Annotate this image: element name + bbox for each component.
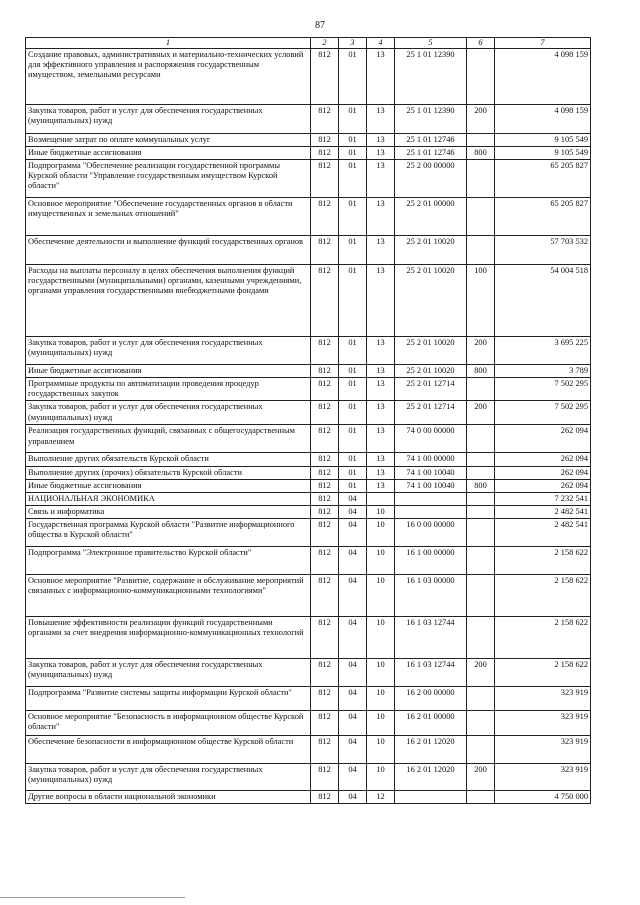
cell-subsection: 10: [367, 546, 395, 574]
cell-ministry-code: 812: [311, 479, 339, 492]
cell-expense-type: [467, 453, 495, 466]
cell-subsection: 13: [367, 49, 395, 105]
cell-subsection: 10: [367, 710, 395, 735]
cell-name: Основное мероприятие "Обеспечение государственных органов в области имущественных и земельных отношений": [26, 198, 311, 236]
cell-section: 01: [339, 49, 367, 105]
budget-table: [25, 37, 591, 804]
column-header: 4: [367, 38, 395, 49]
cell-subsection: 13: [367, 365, 395, 378]
cell-target-article: 25 2 01 12714: [395, 378, 467, 401]
column-header: 1: [26, 38, 311, 49]
cell-subsection: 13: [367, 425, 395, 453]
cell-amount: 9 105 549: [495, 134, 591, 147]
cell-section: 04: [339, 790, 367, 803]
cell-subsection: 13: [367, 134, 395, 147]
cell-ministry-code: 812: [311, 518, 339, 546]
cell-ministry-code: 812: [311, 453, 339, 466]
cell-subsection: 10: [367, 574, 395, 616]
cell-amount: 4 750 000: [495, 790, 591, 803]
cell-expense-type: 800: [467, 479, 495, 492]
cell-target-article: 16 2 01 00000: [395, 710, 467, 735]
cell-subsection: 10: [367, 763, 395, 790]
table-row: [26, 616, 591, 658]
cell-expense-type: 200: [467, 658, 495, 686]
cell-expense-type: 800: [467, 147, 495, 160]
cell-section: 04: [339, 518, 367, 546]
table-row: [26, 49, 591, 105]
cell-amount: 323 919: [495, 735, 591, 763]
cell-section: 01: [339, 378, 367, 401]
cell-ministry-code: 812: [311, 365, 339, 378]
cell-section: 01: [339, 105, 367, 134]
cell-target-article: 25 1 01 12390: [395, 105, 467, 134]
cell-subsection: 13: [367, 337, 395, 365]
cell-amount: 9 105 549: [495, 147, 591, 160]
table-row: [26, 492, 591, 505]
cell-name: Обеспечение безопасности в информационном обществе Курской области: [26, 735, 311, 763]
cell-subsection: 13: [367, 236, 395, 265]
cell-section: 01: [339, 147, 367, 160]
cell-amount: 262 094: [495, 479, 591, 492]
cell-name: Другие вопросы в области национальной экономики: [26, 790, 311, 803]
cell-target-article: 74 1 00 10040: [395, 479, 467, 492]
cell-amount: 2 158 622: [495, 546, 591, 574]
cell-name: Повышение эффективности реализации функций государственными органами за счет внедрения информационно-коммуникационных технологий: [26, 616, 311, 658]
cell-section: 01: [339, 479, 367, 492]
cell-ministry-code: 812: [311, 265, 339, 337]
table-row: [26, 658, 591, 686]
cell-ministry-code: 812: [311, 710, 339, 735]
cell-expense-type: 800: [467, 365, 495, 378]
cell-amount: 65 205 827: [495, 198, 591, 236]
cell-amount: 262 094: [495, 425, 591, 453]
table-row: [26, 479, 591, 492]
cell-name: Иные бюджетные ассигнования: [26, 365, 311, 378]
cell-target-article: 25 2 01 10020: [395, 236, 467, 265]
cell-target-article: 25 2 01 12714: [395, 401, 467, 425]
table-row: [26, 105, 591, 134]
table-row: [26, 378, 591, 401]
cell-subsection: 10: [367, 505, 395, 518]
cell-name: Подпрограмма "Обеспечение реализации государственной программы Курской области "Управление государственным имуществом Курской области": [26, 160, 311, 198]
table-row: [26, 518, 591, 546]
cell-subsection: 10: [367, 735, 395, 763]
cell-ministry-code: 812: [311, 147, 339, 160]
cell-name: Закупка товаров, работ и услуг для обеспечения государственных (муниципальных) нужд: [26, 763, 311, 790]
cell-amount: 3 789: [495, 365, 591, 378]
table-row: [26, 198, 591, 236]
cell-amount: 2 158 622: [495, 574, 591, 616]
cell-subsection: 12: [367, 790, 395, 803]
cell-target-article: 25 1 01 12390: [395, 49, 467, 105]
cell-expense-type: [467, 134, 495, 147]
column-header: 3: [339, 38, 367, 49]
table-row: [26, 790, 591, 803]
cell-section: 04: [339, 763, 367, 790]
cell-name: Связь и информатика: [26, 505, 311, 518]
cell-subsection: 13: [367, 466, 395, 479]
cell-target-article: [395, 492, 467, 505]
cell-name: Подпрограмма "Развитие системы защиты информации Курской области": [26, 686, 311, 710]
cell-amount: 323 919: [495, 763, 591, 790]
cell-subsection: 13: [367, 453, 395, 466]
cell-subsection: 13: [367, 378, 395, 401]
cell-target-article: 16 2 01 12020: [395, 735, 467, 763]
cell-section: 01: [339, 236, 367, 265]
cell-expense-type: [467, 378, 495, 401]
cell-target-article: 16 1 03 12744: [395, 658, 467, 686]
cell-amount: 65 205 827: [495, 160, 591, 198]
cell-target-article: 16 1 03 12744: [395, 616, 467, 658]
cell-target-article: 74 0 00 00000: [395, 425, 467, 453]
cell-amount: 323 919: [495, 686, 591, 710]
table-row: [26, 425, 591, 453]
cell-name: Закупка товаров, работ и услуг для обеспечения государственных (муниципальных) нужд: [26, 105, 311, 134]
cell-expense-type: [467, 236, 495, 265]
cell-expense-type: [467, 425, 495, 453]
cell-name: Закупка товаров, работ и услуг для обеспечения государственных (муниципальных) нужд: [26, 658, 311, 686]
cell-section: 01: [339, 134, 367, 147]
table-row: [26, 134, 591, 147]
cell-expense-type: 200: [467, 401, 495, 425]
cell-target-article: 16 0 00 00000: [395, 518, 467, 546]
cell-target-article: 25 2 01 00000: [395, 198, 467, 236]
cell-section: 01: [339, 337, 367, 365]
cell-name: Закупка товаров, работ и услуг для обеспечения государственных (муниципальных) нужд: [26, 337, 311, 365]
cell-expense-type: [467, 686, 495, 710]
table-row: [26, 466, 591, 479]
table-row: [26, 337, 591, 365]
cell-ministry-code: 812: [311, 790, 339, 803]
cell-section: 04: [339, 658, 367, 686]
cell-expense-type: [467, 49, 495, 105]
cell-section: 04: [339, 710, 367, 735]
column-header: 7: [495, 38, 591, 49]
cell-subsection: 13: [367, 401, 395, 425]
cell-ministry-code: 812: [311, 505, 339, 518]
cell-section: 04: [339, 735, 367, 763]
cell-amount: 3 695 225: [495, 337, 591, 365]
cell-ministry-code: 812: [311, 616, 339, 658]
cell-expense-type: [467, 518, 495, 546]
cell-amount: 7 502 295: [495, 378, 591, 401]
bottom-divider: [0, 897, 185, 898]
cell-name: Государственная программа Курской области "Развитие информационного общества в Курской области": [26, 518, 311, 546]
cell-name: Иные бюджетные ассигнования: [26, 479, 311, 492]
cell-section: 01: [339, 265, 367, 337]
cell-name: Основное мероприятие "Развитие, содержание и обслуживание мероприятий связанных с информационно-коммуникационными технологиями": [26, 574, 311, 616]
cell-amount: 7 232 541: [495, 492, 591, 505]
cell-name: Выполнение других обязательств Курской области: [26, 453, 311, 466]
cell-expense-type: 200: [467, 105, 495, 134]
cell-target-article: 25 2 01 10020: [395, 337, 467, 365]
cell-target-article: 25 1 01 12746: [395, 134, 467, 147]
cell-name: Иные бюджетные ассигнования: [26, 147, 311, 160]
cell-expense-type: [467, 505, 495, 518]
table-row: [26, 147, 591, 160]
table-row: [26, 763, 591, 790]
cell-subsection: 13: [367, 479, 395, 492]
cell-section: 04: [339, 492, 367, 505]
cell-name: Закупка товаров, работ и услуг для обеспечения государственных (муниципальных) нужд: [26, 401, 311, 425]
cell-amount: 2 158 622: [495, 616, 591, 658]
column-header: 6: [467, 38, 495, 49]
cell-subsection: 10: [367, 658, 395, 686]
cell-amount: 2 158 622: [495, 658, 591, 686]
cell-ministry-code: 812: [311, 546, 339, 574]
table-row: [26, 236, 591, 265]
cell-target-article: 25 1 01 12746: [395, 147, 467, 160]
cell-target-article: 25 2 01 10020: [395, 365, 467, 378]
cell-ministry-code: 812: [311, 337, 339, 365]
table-row: [26, 453, 591, 466]
cell-ministry-code: 812: [311, 105, 339, 134]
cell-ministry-code: 812: [311, 466, 339, 479]
cell-subsection: 13: [367, 105, 395, 134]
cell-ministry-code: 812: [311, 658, 339, 686]
cell-subsection: [367, 492, 395, 505]
cell-ministry-code: 812: [311, 425, 339, 453]
table-row: [26, 574, 591, 616]
cell-target-article: 74 1 00 10040: [395, 466, 467, 479]
cell-subsection: 13: [367, 198, 395, 236]
cell-name: Возмещение затрат по оплате коммунальных услуг: [26, 134, 311, 147]
cell-ministry-code: 812: [311, 236, 339, 265]
table-row: [26, 546, 591, 574]
cell-target-article: 16 1 03 00000: [395, 574, 467, 616]
table-row: [26, 401, 591, 425]
cell-target-article: 16 2 00 00000: [395, 686, 467, 710]
column-header: 2: [311, 38, 339, 49]
cell-expense-type: [467, 735, 495, 763]
cell-amount: 2 482 541: [495, 518, 591, 546]
cell-ministry-code: 812: [311, 378, 339, 401]
cell-amount: 323 919: [495, 710, 591, 735]
cell-ministry-code: 812: [311, 160, 339, 198]
cell-target-article: 16 1 00 00000: [395, 546, 467, 574]
cell-name: Программные продукты по автоматизации проведения процедур государственных закупок: [26, 378, 311, 401]
page-number: 87: [315, 20, 325, 31]
cell-target-article: [395, 505, 467, 518]
header-row: [26, 38, 591, 49]
cell-ministry-code: 812: [311, 49, 339, 105]
table-body: [26, 49, 591, 804]
cell-amount: 4 098 159: [495, 105, 591, 134]
cell-target-article: 25 2 01 10020: [395, 265, 467, 337]
cell-expense-type: [467, 492, 495, 505]
cell-expense-type: [467, 198, 495, 236]
cell-ministry-code: 812: [311, 492, 339, 505]
cell-name: Выполнение других (прочих) обязательств Курской области: [26, 466, 311, 479]
cell-expense-type: 100: [467, 265, 495, 337]
cell-amount: 262 094: [495, 453, 591, 466]
cell-subsection: 10: [367, 518, 395, 546]
cell-section: 01: [339, 425, 367, 453]
cell-name: Расходы на выплаты персоналу в целях обеспечения выполнения функций государственными (муниципальными) органами, казенными учреждениями, органами управления государственными внебюджетными фондами: [26, 265, 311, 337]
cell-name: Создание правовых, административных и материально-технических условий для эффективного управления и распоряжения государственным имуществом, земельными ресурсами: [26, 49, 311, 105]
table-row: [26, 505, 591, 518]
cell-section: 01: [339, 198, 367, 236]
cell-amount: 57 703 532: [495, 236, 591, 265]
cell-amount: 2 482 541: [495, 505, 591, 518]
table-row: [26, 160, 591, 198]
cell-section: 04: [339, 505, 367, 518]
cell-expense-type: [467, 790, 495, 803]
cell-expense-type: 200: [467, 337, 495, 365]
table-row: [26, 735, 591, 763]
cell-subsection: 10: [367, 616, 395, 658]
cell-expense-type: [467, 466, 495, 479]
cell-target-article: 25 2 00 00000: [395, 160, 467, 198]
table-row: [26, 710, 591, 735]
cell-section: 01: [339, 466, 367, 479]
cell-ministry-code: 812: [311, 198, 339, 236]
cell-section: 04: [339, 546, 367, 574]
cell-amount: 262 094: [495, 466, 591, 479]
table-row: [26, 265, 591, 337]
cell-name: Основное мероприятие "Безопасность в информационном обществе Курской области": [26, 710, 311, 735]
cell-expense-type: 200: [467, 763, 495, 790]
cell-subsection: 13: [367, 265, 395, 337]
table-row: [26, 686, 591, 710]
cell-expense-type: [467, 546, 495, 574]
cell-section: 01: [339, 401, 367, 425]
cell-subsection: 13: [367, 147, 395, 160]
column-header: 5: [395, 38, 467, 49]
cell-name: Обеспечение деятельности и выполнение функций государственных органов: [26, 236, 311, 265]
cell-expense-type: [467, 710, 495, 735]
cell-amount: 7 502 295: [495, 401, 591, 425]
cell-amount: 4 098 159: [495, 49, 591, 105]
cell-ministry-code: 812: [311, 686, 339, 710]
cell-section: 04: [339, 574, 367, 616]
cell-name: НАЦИОНАЛЬНАЯ ЭКОНОМИКА: [26, 492, 311, 505]
cell-expense-type: [467, 160, 495, 198]
cell-section: 01: [339, 453, 367, 466]
cell-subsection: 10: [367, 686, 395, 710]
cell-name: Реализация государственных функций, связанных с общегосударственным управлением: [26, 425, 311, 453]
cell-target-article: 74 1 00 00000: [395, 453, 467, 466]
table-row: [26, 365, 591, 378]
cell-section: 04: [339, 616, 367, 658]
cell-ministry-code: 812: [311, 574, 339, 616]
cell-expense-type: [467, 616, 495, 658]
cell-ministry-code: 812: [311, 134, 339, 147]
cell-expense-type: [467, 574, 495, 616]
cell-amount: 54 004 518: [495, 265, 591, 337]
cell-ministry-code: 812: [311, 735, 339, 763]
cell-name: Подпрограмма "Электронное правительство Курской области": [26, 546, 311, 574]
cell-target-article: 16 2 01 12020: [395, 763, 467, 790]
cell-section: 04: [339, 686, 367, 710]
cell-ministry-code: 812: [311, 401, 339, 425]
cell-subsection: 13: [367, 160, 395, 198]
cell-ministry-code: 812: [311, 763, 339, 790]
cell-section: 01: [339, 365, 367, 378]
cell-target-article: [395, 790, 467, 803]
cell-section: 01: [339, 160, 367, 198]
